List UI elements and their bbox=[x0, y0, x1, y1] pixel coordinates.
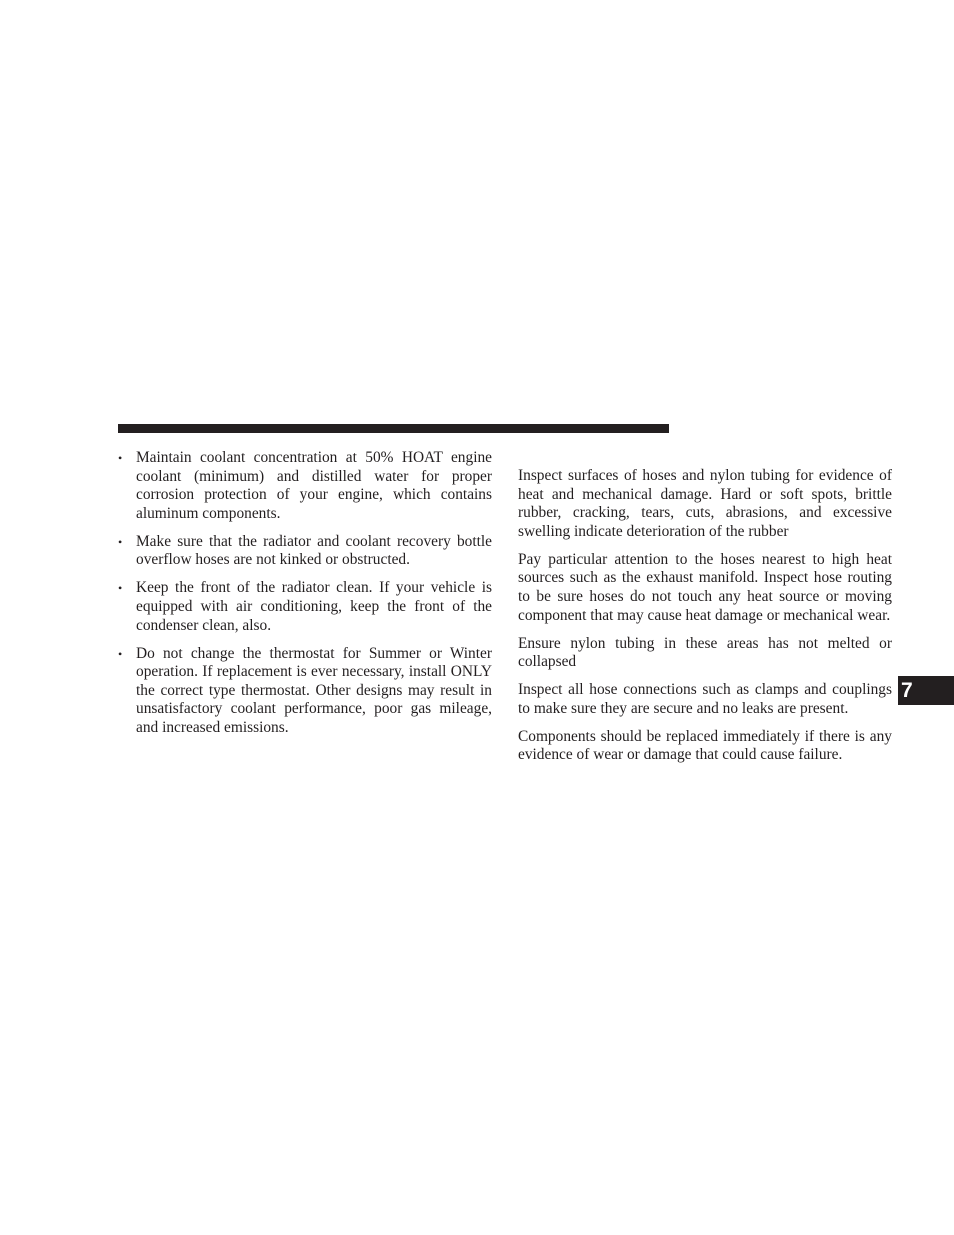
bullet-text: Maintain coolant concentration at 50% HOAT engine coolant (minimum) and distilled water for proper corrosion protection of your engine, which contains aluminum components. bbox=[136, 449, 492, 522]
bullet-text: Make sure that the radiator and coolant recovery bottle overflow hoses are not kinked or obstructed. bbox=[136, 532, 492, 569]
left-column bbox=[118, 449, 492, 747]
bullet-icon: • bbox=[118, 646, 123, 661]
component-replacement-paragraph: Components should be replaced immediately if there is any evidence of wear or damage that could cause failure. bbox=[518, 727, 892, 764]
list-item bbox=[118, 449, 492, 523]
bullet-text: Keep the front of the radiator clean. If your vehicle is equipped with air conditioning, keep the front of the condenser clean, also. bbox=[136, 579, 492, 634]
nylon-tubing-paragraph: Ensure nylon tubing in these areas has not melted or collapsed bbox=[518, 634, 892, 671]
bullet-icon: • bbox=[118, 534, 123, 549]
list-item bbox=[118, 579, 492, 635]
right-column bbox=[518, 467, 892, 774]
chapter-number: 7 bbox=[901, 679, 913, 702]
list-item bbox=[118, 533, 492, 570]
coolant-tips-list bbox=[118, 449, 492, 737]
bullet-text: Do not change the thermostat for Summer or Winter operation. If replacement is ever necessary, install ONLY the correct type thermostat. Other designs may result in unsatisfactory coolant performance, poor gas mileage, and increased emissions. bbox=[136, 644, 492, 736]
section-divider-rule bbox=[118, 424, 669, 433]
bullet-icon: • bbox=[118, 451, 123, 465]
chapter-tab bbox=[898, 676, 954, 705]
list-item bbox=[118, 645, 492, 738]
hose-connections-paragraph: Inspect all hose connections such as clamps and couplings to make sure they are secure and no leaks are present. bbox=[518, 681, 892, 717]
bullet-icon: • bbox=[118, 581, 123, 596]
hose-inspection-paragraph: Inspect surfaces of hoses and nylon tubing for evidence of heat and mechanical damage. Hard or soft spots, brittle rubber, cracking, tears, cuts, abrasions, and excessive swelling indicate deterioration of the rubber bbox=[518, 467, 892, 540]
heat-source-paragraph: Pay particular attention to the hoses nearest to high heat sources such as the exhaust manifold. Inspect hose routing to be sure hoses do not touch any heat source or moving component that may cause heat damage or mechanical wear. bbox=[518, 550, 892, 624]
